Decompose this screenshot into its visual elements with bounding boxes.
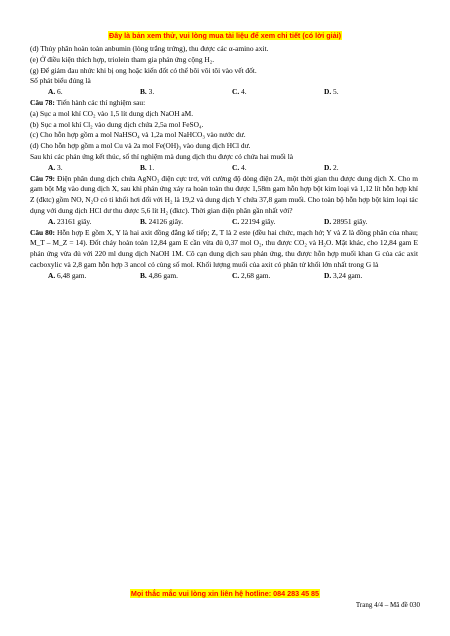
hotline-text: Mọi thắc mắc vui lòng xin liên hệ hotline: 084 283 45 85 <box>130 589 320 598</box>
q78-intro: Tiến hành các thí nghiệm sau: <box>56 97 146 107</box>
choice-letter: A. <box>48 162 56 172</box>
choice-text: 2,68 gam. <box>241 270 271 280</box>
choice-text: 4,86 gam. <box>148 270 178 280</box>
choice-letter: B. <box>140 270 147 280</box>
q78-choice-a <box>48 163 140 174</box>
choice-text: 3. <box>57 162 63 172</box>
choice-text: 4. <box>241 162 247 172</box>
q77-statement-e: (e) Ở điều kiện thích hợp, triolein tham gia phản ứng cộng H₂. <box>30 54 215 64</box>
choice-text: 6. <box>57 87 63 97</box>
choice-letter: B. <box>140 216 147 226</box>
q78-experiment-d: (d) Cho hỗn hợp gồm a mol Cu và 2a mol Fe(OH)₃ vào dung dịch HCl dư. <box>30 141 251 151</box>
exam-page-content <box>30 44 418 282</box>
q77-choice-a <box>48 87 140 98</box>
q77-statement-g: (g) Để giảm đau nhức khi bị ong hoặc kiến đốt có thể bôi vôi tôi vào vết đốt. <box>30 65 257 75</box>
choice-letter: C. <box>232 270 240 280</box>
choice-text: 22194 giây. <box>241 216 276 226</box>
q78-label: Câu 78: <box>30 97 55 107</box>
choice-text: 24126 giây. <box>148 216 184 226</box>
choice-letter: A. <box>48 216 56 226</box>
choice-letter: B. <box>140 162 147 172</box>
q79-label: Câu 79: <box>30 173 55 183</box>
q79-choice-a <box>48 217 140 228</box>
choice-text: 6,48 gam. <box>57 270 87 280</box>
q79-choices <box>30 217 418 228</box>
choice-text: 3. <box>148 87 155 97</box>
q79-text: Điện phân dung dịch chứa AgNO₃ điện cực trơ, với cường độ dòng điện 2A, một thời gian thu được dung dịch X. Cho m gam bột Mg vào dung dịch X, sau khi phản ứng xảy ra hoàn toàn thu được 1,58m gam hỗn hợp bột kim loại và 1,12 lít hỗn hợp khí Z (đktc) gồm NO, N₂O có tỉ khối hơi đối với H₂ là 19,2 và dung dịch Y chứa 37,8 gam muối. Cho toàn bộ hỗn hợp bột kim loại tác dụng với dung dịch HCl dư thu được 5,6 lít H₂ (đktc). Thời gian điện phân gần nhất với? <box>30 173 419 215</box>
page-footer: Trang 4/4 – Mã đề 030 <box>355 601 420 609</box>
q78-choice-b <box>140 163 232 174</box>
q78-experiment-c: (c) Cho hỗn hợp gồm a mol NaHSO₄ và 1,2a mol NaHCO₃ vào nước dư. <box>30 130 246 140</box>
choice-letter: D. <box>324 162 332 172</box>
q79-choice-b <box>140 217 232 228</box>
q78-choice-c <box>232 163 324 174</box>
choice-letter: C. <box>232 216 240 226</box>
q80-choice-a <box>48 271 140 282</box>
choice-letter: D. <box>324 87 332 97</box>
choice-letter: D. <box>324 270 332 280</box>
choice-text: 3,24 gam. <box>333 270 363 280</box>
choice-text: 2. <box>333 162 339 172</box>
preview-notice-banner <box>0 31 450 40</box>
q80-body <box>30 228 418 271</box>
choice-letter: C. <box>232 162 240 172</box>
q80-text: Hỗn hợp E gồm X, Y là hai axit đồng đẳng kế tiếp; Z, T là 2 este (đều hai chức, mạch hở; Y và Z là đồng phân của nhau; M_T – M_Z = 14). Đốt cháy hoàn toàn 12,84 gam E cần vừa đủ 0,37 mol O₂, thu được CO₂ và H₂O. Mặt khác, cho 12,84 gam E phản ứng vừa đủ với 220 ml dung dịch NaOH 1M. Cô cạn dung dịch sau phản ứng, thu được hỗn hợp muối khan G của các axit cacboxylic và 2,8 gam hỗn hợp 3 ancol có cùng số mol. Khối lượng muối của axit có phân tử khối lớn nhất trong G là <box>30 227 418 269</box>
q77-choices <box>30 87 418 98</box>
choice-letter: D. <box>324 216 332 226</box>
q78-choice-d <box>324 163 416 174</box>
q77-choice-c <box>232 87 324 98</box>
choice-text: 28951 giây. <box>333 216 368 226</box>
q77-statement-d: (d) Thủy phân hoàn toàn anbumin (lòng trắng trứng), thu được các α-amino axit. <box>30 44 269 53</box>
q78-choices <box>30 163 418 174</box>
q77-question: Số phát biểu đúng là <box>30 76 91 86</box>
choice-letter: A. <box>48 87 56 97</box>
q79-choice-d <box>324 217 416 228</box>
q79-body <box>30 174 418 217</box>
q78-experiment-a: (a) Sục a mol khí CO₂ vào 1,5 lít dung dịch NaOH aM. <box>30 108 194 118</box>
q79-choice-c <box>232 217 324 228</box>
q78-experiment-b: (b) Sục a mol khí Cl₂ vào dung dịch chứa 2,5a mol FeSO₄. <box>30 119 204 129</box>
choice-text: 1. <box>148 162 155 172</box>
q80-choices <box>30 271 418 282</box>
choice-letter: A. <box>48 270 56 280</box>
q78-question: Sau khi các phản ứng kết thúc, số thí nghiệm mà dung dịch thu được có chứa hai muối là <box>30 151 294 161</box>
choice-letter: B. <box>140 87 147 97</box>
q77-choice-d <box>324 87 416 98</box>
hotline-banner <box>0 589 450 598</box>
q77-choice-b <box>140 87 232 98</box>
choice-text: 23161 giây. <box>57 216 92 226</box>
choice-text: 5. <box>333 87 339 97</box>
q80-choice-b <box>140 271 232 282</box>
q78-header <box>30 98 418 109</box>
choice-letter: C. <box>232 87 240 97</box>
preview-notice-text: Đây là bản xem thử, vui lòng mua tài liệu để xem chi tiết (có lời giải) <box>109 31 341 40</box>
q80-choice-c <box>232 271 324 282</box>
q80-label: Câu 80: <box>30 227 55 237</box>
q80-choice-d <box>324 271 416 282</box>
choice-text: 4. <box>241 87 247 97</box>
